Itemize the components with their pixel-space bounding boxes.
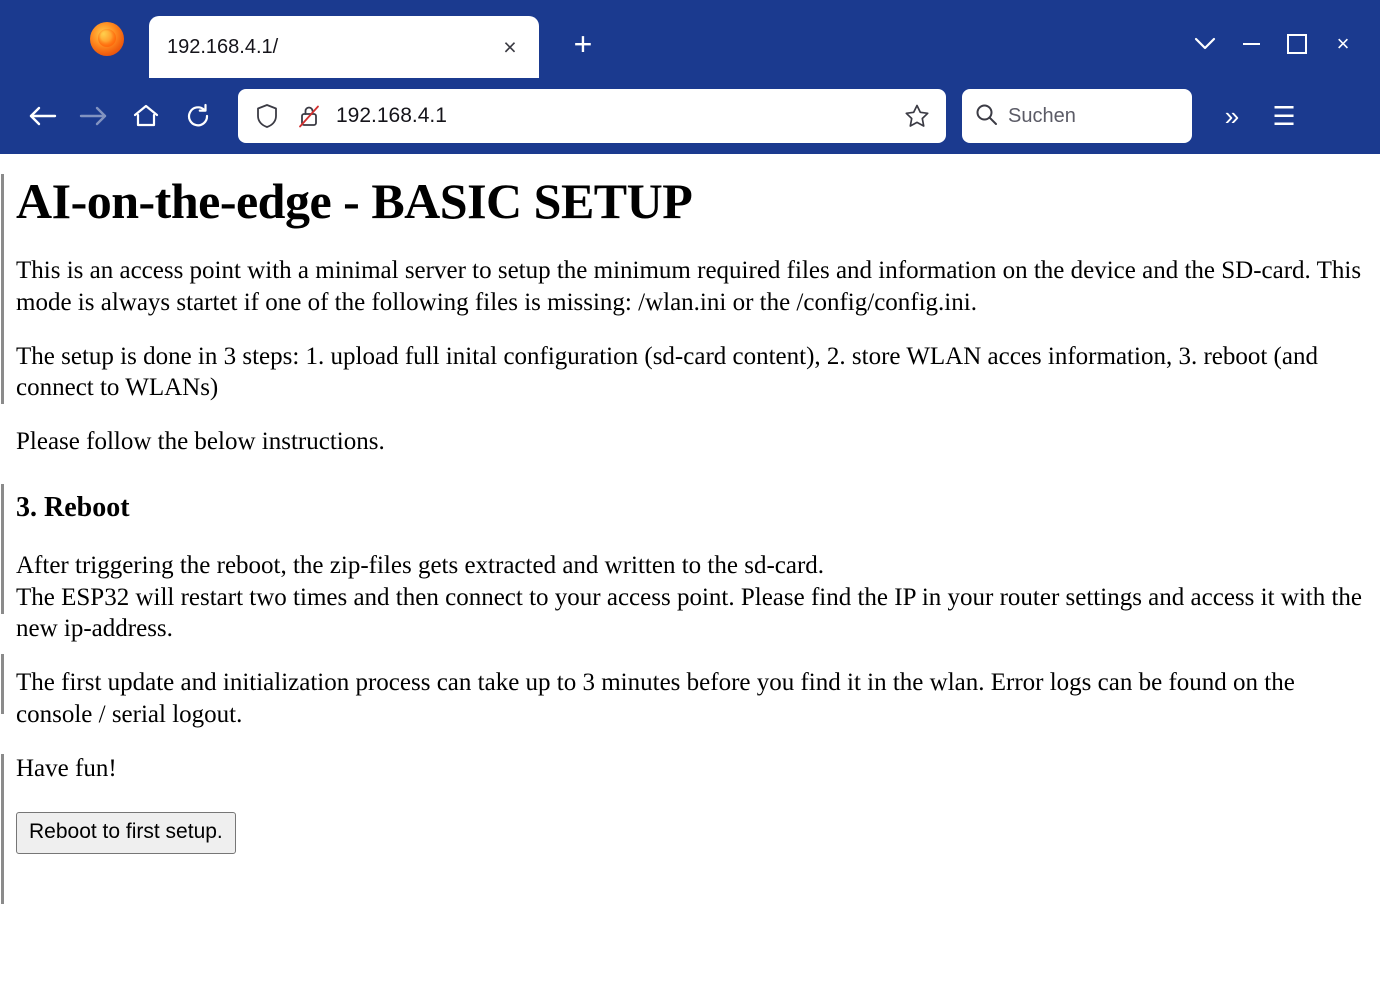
content-left-edge: [0, 154, 4, 988]
browser-tab[interactable]: [149, 16, 539, 78]
close-tab-icon[interactable]: ×: [503, 33, 517, 60]
page-content: [0, 154, 1380, 988]
url-text[interactable]: 192.168.4.1: [336, 104, 447, 127]
intro-paragraph-2: The setup is done in 3 steps: 1. upload full inital configuration (sd-card content), 2. store WLAN acces information, 3. reboot (and connect to WLANs): [16, 342, 1318, 402]
chevron-down-icon[interactable]: [1182, 23, 1228, 69]
tab-title: 192.168.4.1/: [167, 35, 279, 58]
reboot-to-first-setup-button[interactable]: Reboot to first setup.: [16, 812, 236, 854]
reboot-paragraph-2: The first update and initialization process can take up to 3 minutes before you find it in the wlan. Error logs can be found on the console / serial logout.: [16, 669, 1295, 728]
search-input[interactable]: Suchen: [1008, 104, 1076, 127]
app-menu-icon[interactable]: ☰: [1272, 100, 1296, 131]
forward-icon[interactable]: [68, 90, 120, 142]
have-fun-text: Have fun!: [16, 754, 117, 782]
shield-icon[interactable]: [252, 101, 282, 131]
window-controls: [1228, 24, 1366, 64]
reload-icon[interactable]: [172, 90, 224, 142]
intro-paragraph-3: Please follow the below instructions.: [16, 428, 385, 455]
home-icon[interactable]: [120, 90, 172, 142]
search-bar[interactable]: [962, 89, 1192, 143]
new-tab-button[interactable]: +: [573, 26, 593, 62]
overflow-menu-icon[interactable]: »: [1224, 100, 1240, 131]
intro-paragraph-1: This is an access point with a minimal server to setup the minimum required files and information on the device and the SD-card. This mode is always startet if one of the following files is missing: /wlan.ini or the /config/config.ini.: [16, 257, 1362, 316]
page-title: AI-on-the-edge - BASIC SETUP: [16, 173, 693, 229]
title-bar: [0, 0, 1380, 78]
back-icon[interactable]: [16, 90, 68, 142]
search-icon: [974, 102, 998, 131]
navigation-toolbar: [0, 78, 1380, 154]
minimize-button[interactable]: [1228, 24, 1274, 64]
section-title-reboot: 3. Reboot: [16, 491, 130, 523]
close-window-button[interactable]: ×: [1336, 31, 1350, 56]
url-bar[interactable]: [238, 89, 946, 143]
lock-broken-icon[interactable]: [294, 101, 324, 131]
firefox-logo-icon: [90, 22, 124, 56]
reboot-paragraph-1: After triggering the reboot, the zip-files gets extracted and written to the sd-card. The ESP32 will restart two times and then connect to your access point. Please find the IP in your router settings and access it with the new ip-address.: [16, 551, 1362, 643]
maximize-button[interactable]: [1274, 24, 1320, 64]
bookmark-star-icon[interactable]: [902, 101, 932, 131]
